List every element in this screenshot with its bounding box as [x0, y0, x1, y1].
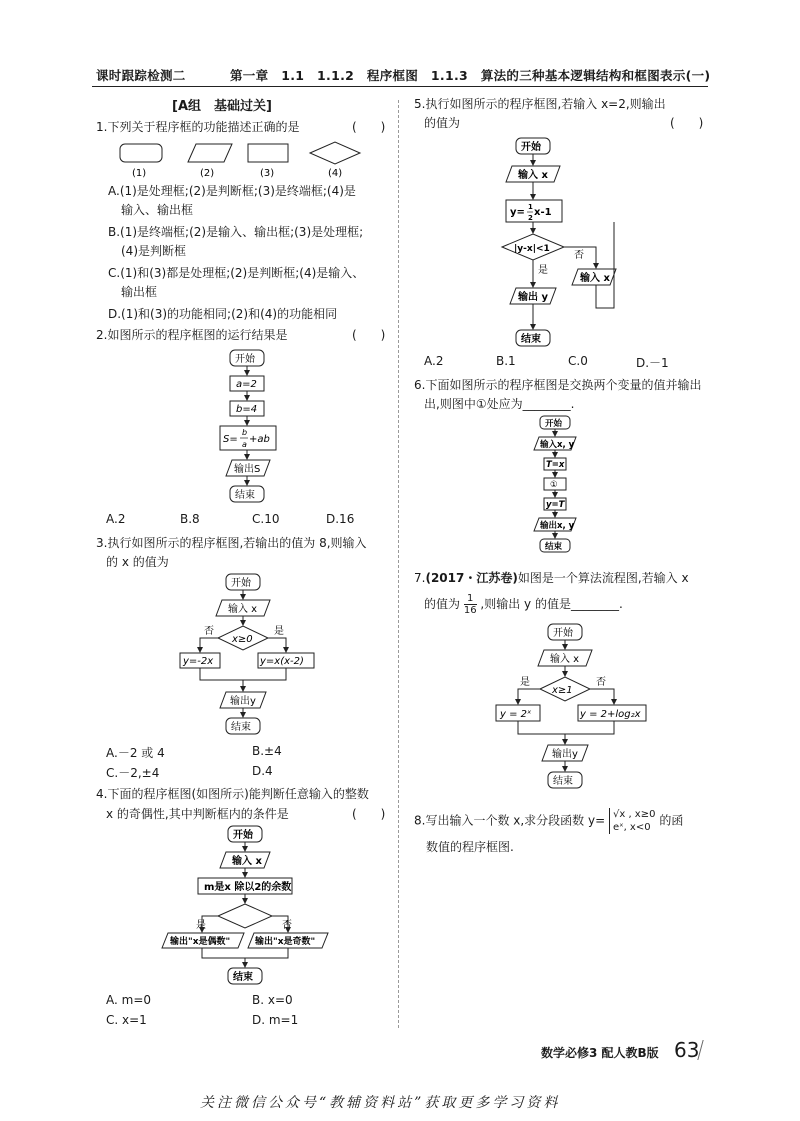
q8-stem-1: 8.写出输入一个数 x,求分段函数 y= √x , x≥0 eˣ, x<0 的函 — [414, 809, 684, 833]
q2-option-b: B.8 — [180, 512, 200, 526]
q3-option-a: A.－2 或 4 — [106, 746, 165, 760]
svg-text:y = 2ˣ: y = 2ˣ — [500, 709, 532, 720]
q5-option-b: B.1 — [496, 354, 516, 368]
q1-option-d: D.(1)和(3)的功能相同;(2)和(4)的功能相同 — [108, 307, 338, 321]
decision-shape — [310, 142, 360, 164]
svg-text:开始: 开始 — [521, 142, 541, 153]
footer-book: 数学必修3 配人教B版 — [541, 1046, 659, 1060]
q4-stem-1: 4.下面的程序框图(如图所示)能判断任意输入的整数 — [96, 787, 369, 801]
svg-text:y=x(x-2): y=x(x-2) — [260, 656, 304, 667]
svg-text:输出x, y: 输出x, y — [540, 521, 575, 531]
svg-text:否: 否 — [574, 250, 584, 261]
q2-option-c: C.10 — [252, 512, 280, 526]
svg-text:是: 是 — [196, 920, 206, 931]
svg-text:结束: 结束 — [553, 776, 573, 787]
q1-option-b: B.(1)是终端框;(2)是输入、输出框;(3)是处理框; — [108, 225, 364, 239]
q6-stem-1: 6.下面如图所示的程序框图是交换两个变量的值并输出 — [414, 378, 702, 392]
svg-text:a: a — [242, 440, 247, 449]
shape-label-2: (2) — [200, 168, 215, 179]
q2-option-d: D.16 — [326, 512, 355, 526]
q7-flowchart — [492, 620, 652, 794]
svg-text:y=-2x: y=-2x — [183, 656, 214, 667]
svg-text:+ab: +ab — [249, 434, 270, 445]
q7-stem-2: 的值为 $\frac{1}{16}$ ,则输出 y 的值是________. — [424, 593, 623, 616]
svg-text:T=x: T=x — [546, 460, 565, 470]
svg-text:结束: 结束 — [521, 334, 541, 345]
svg-text:a=2: a=2 — [236, 379, 257, 390]
svg-text:开始: 开始 — [545, 419, 563, 429]
q7-number: 7. — [414, 571, 426, 585]
q1-option-a: A.(1)是处理框;(2)是判断框;(3)是终端框;(4)是 — [108, 184, 356, 198]
shape-label-1: (1) — [132, 168, 147, 179]
svg-text:y = 2+log₂x: y = 2+log₂x — [580, 709, 641, 720]
header-right: 第一章 1.1 1.1.2 程序框图 1.1.3 算法的三种基本逻辑结构和框图表示(一) — [230, 68, 711, 83]
svg-text:y=: y= — [510, 207, 525, 218]
q1-option-b-cont: (4)是判断框 — [121, 244, 186, 258]
q4-paren: ( ) — [352, 807, 386, 821]
q6-stem-2: 出,则图中①处应为________. — [424, 397, 575, 411]
q1-paren: ( ) — [352, 120, 386, 134]
q8-stem-2: 数值的程序框图. — [426, 840, 514, 854]
q5-flowchart — [490, 136, 640, 348]
footer-watermark: 关注微信公众号“教辅资料站”获取更多学习资料 — [200, 1095, 561, 1111]
svg-text:x≥1: x≥1 — [552, 685, 573, 696]
q5-option-d: D.－1 — [636, 356, 669, 370]
svg-text:输入 x: 输入 x — [518, 170, 548, 181]
svg-text:否: 否 — [596, 677, 606, 688]
q2-stem: 2.如图所示的程序框图的运行结果是 — [96, 328, 288, 342]
header-rule — [92, 86, 708, 87]
svg-text:2: 2 — [528, 214, 533, 222]
svg-text:b=4: b=4 — [236, 404, 258, 415]
svg-text:输入x, y: 输入x, y — [540, 440, 575, 450]
svg-text:输入 x: 输入 x — [580, 273, 610, 284]
header-left: 课时跟踪检测二 — [96, 68, 186, 83]
q4-option-d: D. m=1 — [252, 1013, 299, 1027]
process-shape — [248, 144, 288, 162]
page-number: 63 — [674, 1038, 700, 1062]
q4-flowchart — [160, 824, 330, 988]
svg-text:否: 否 — [282, 920, 292, 931]
q7-fraction: $\frac{1}{16}$ — [463, 593, 477, 616]
svg-text:输出y: 输出y — [230, 696, 256, 707]
svg-text:输出 y: 输出 y — [518, 292, 548, 303]
svg-text:输入 x: 输入 x — [550, 654, 580, 665]
q1-option-c: C.(1)和(3)都是处理框;(2)是判断框;(4)是输入、 — [108, 266, 365, 280]
q1-option-c-cont: 输出框 — [121, 285, 158, 299]
q7-stem-1 — [414, 569, 689, 588]
svg-text:b: b — [242, 428, 248, 437]
q3-option-d: D.4 — [252, 764, 273, 778]
q1-stem: 1.下列关于程序框的功能描述正确的是 — [96, 120, 300, 134]
svg-text:开始: 开始 — [233, 830, 253, 841]
io-shape — [188, 144, 232, 162]
svg-text:输出"x是偶数": 输出"x是偶数" — [170, 937, 231, 947]
q8-piecewise: √x , x≥0 eˣ, x<0 — [609, 808, 656, 834]
q2-paren: ( ) — [352, 328, 386, 342]
shape-label-4: (4) — [328, 168, 343, 179]
q5-option-a: A.2 — [424, 354, 444, 368]
q3-stem-1: 3.执行如图所示的程序框图,若输出的值为 8,则输入 — [96, 536, 367, 550]
svg-text:y=T: y=T — [546, 500, 565, 510]
q3-stem-2: 的 x 的值为 — [106, 555, 169, 569]
svg-text:是: 是 — [520, 677, 530, 688]
q3-option-c: C.－2,±4 — [106, 766, 160, 780]
q4-option-a: A. m=0 — [106, 993, 152, 1007]
q2-option-a: A.2 — [106, 512, 126, 526]
section-title: [A组 基础过关] — [172, 99, 272, 114]
q5-stem-1: 5.执行如图所示的程序框图,若输入 x=2,则输出 — [414, 97, 666, 111]
q7-source: (2017・江苏卷) — [425, 571, 518, 585]
q3-option-b: B.±4 — [252, 744, 282, 758]
q4-decision — [218, 904, 272, 928]
q5-option-c: C.0 — [568, 354, 588, 368]
svg-text:|y-x|<1: |y-x|<1 — [514, 244, 550, 254]
svg-text:x≥0: x≥0 — [232, 634, 253, 645]
q4-option-c: C. x=1 — [106, 1013, 147, 1027]
terminal-shape — [120, 144, 162, 162]
q6-flowchart — [520, 414, 600, 564]
q5-stem-2: 的值为 — [424, 116, 461, 130]
svg-text:输入 x: 输入 x — [232, 856, 262, 867]
svg-text:1: 1 — [528, 203, 533, 211]
shape-label-3: (3) — [260, 168, 275, 179]
svg-text:输入 x: 输入 x — [228, 604, 258, 615]
svg-text:结束: 结束 — [231, 722, 251, 733]
column-divider — [398, 100, 399, 1028]
svg-text:是: 是 — [538, 265, 548, 276]
svg-text:开始: 开始 — [231, 578, 251, 589]
svg-text:输出S: 输出S — [234, 464, 261, 475]
q2-flowchart — [200, 346, 310, 506]
svg-text:结束: 结束 — [233, 972, 253, 983]
svg-text:否: 否 — [204, 626, 214, 637]
svg-text:结束: 结束 — [235, 490, 255, 501]
q7-text: 如图是一个算法流程图,若输入 x — [517, 571, 689, 585]
svg-text:x-1: x-1 — [534, 207, 552, 218]
svg-text:m是x 除以2的余数: m是x 除以2的余数 — [204, 882, 292, 893]
svg-text:输出y: 输出y — [552, 749, 578, 760]
q1-option-a-cont: 输入、输出框 — [121, 203, 194, 217]
q1-shapes — [110, 140, 380, 180]
q3-flowchart — [170, 572, 320, 742]
svg-text:S=: S= — [223, 434, 238, 445]
svg-text:开始: 开始 — [235, 354, 255, 365]
q4-stem-2: x 的奇偶性,其中判断框内的条件是 — [106, 807, 289, 821]
svg-text:开始: 开始 — [553, 628, 573, 639]
q4-option-b: B. x=0 — [252, 993, 293, 1007]
svg-text:输出"x是奇数": 输出"x是奇数" — [255, 937, 316, 947]
svg-text:①: ① — [550, 480, 558, 490]
svg-text:结束: 结束 — [545, 542, 563, 552]
svg-text:是: 是 — [274, 626, 284, 637]
q5-paren: ( ) — [670, 116, 704, 130]
